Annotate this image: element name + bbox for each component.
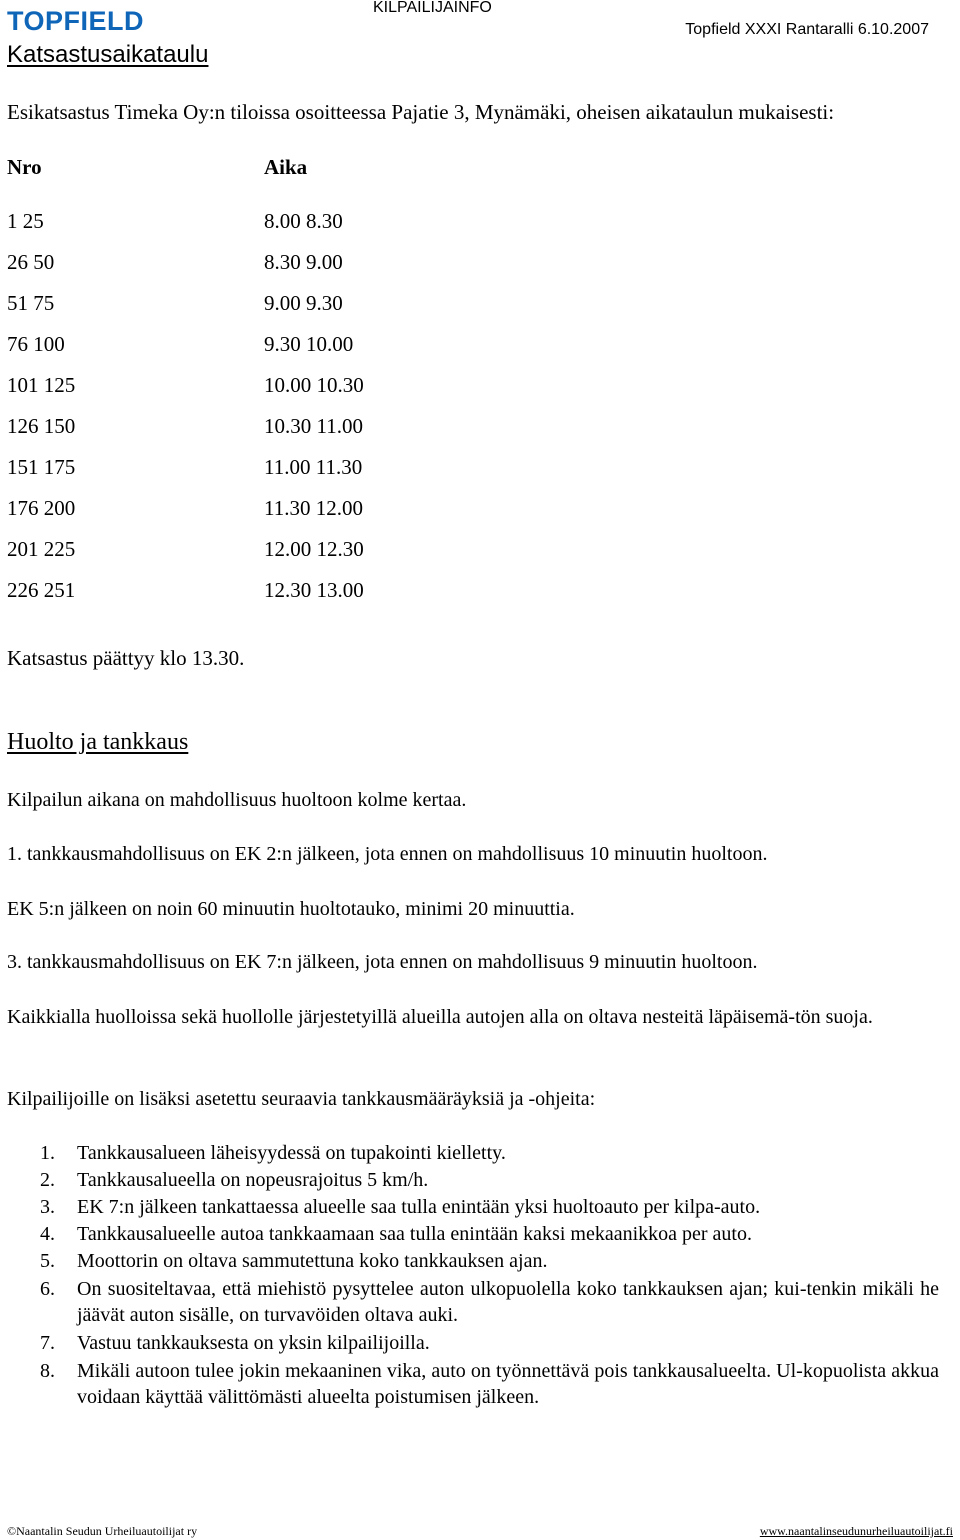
- service-paragraph: EK 5:n jälkeen on noin 60 minuutin huoltotauko, minimi 20 minuuttia.: [7, 898, 575, 920]
- schedule-row-aika: 11.00 11.30: [264, 455, 363, 479]
- rule-number: 4.: [40, 1223, 55, 1245]
- rule-text: Tankkausalueella on nopeusrajoitus 5 km/h.: [77, 1169, 429, 1191]
- schedule-header-nro: Nro: [7, 155, 42, 179]
- rule-text: Tankkausalueelle autoa tankkaamaan saa tulla enintään kaksi mekaanikkoa per auto.: [77, 1223, 752, 1245]
- schedule-row-aika: 8.00 8.30: [264, 209, 343, 233]
- inspection-end-note: Katsastus päättyy klo 13.30.: [7, 646, 245, 670]
- header-kilpailijainfo: KILPAILIJAINFO: [373, 0, 492, 16]
- rule-text: Mikäli autoon tulee jokin mekaaninen vika, auto on työnnettävä pois tankkausalueelta. Ul-kopuolista akkua voidaan käyttää välittömästi alueelta poistumisen jälkeen.: [77, 1360, 939, 1408]
- footer-website-link[interactable]: www.naantalinseudunurheiluautoilijat.fi: [759, 1524, 953, 1538]
- service-paragraph: Kilpailun aikana on mahdollisuus huoltoon kolme kertaa.: [7, 789, 467, 811]
- service-paragraph: Kaikkialla huolloissa sekä huollolle järjestetyillä alueilla autojen alla on oltava nesteitä läpäisemä-tön suoja.: [7, 1006, 873, 1028]
- schedule-row-aika: 11.30 12.00: [264, 496, 363, 520]
- rule-number: 1.: [40, 1142, 55, 1164]
- schedule-row-nro: 151 175: [7, 455, 76, 479]
- header-event-title: Topfield XXXI Rantaralli 6.10.2007: [685, 21, 929, 38]
- schedule-row-nro: 1 25: [7, 209, 44, 233]
- schedule-row-nro: 126 150: [7, 414, 76, 438]
- schedule-row-nro: 76 100: [7, 332, 65, 356]
- rule-number: 3.: [40, 1196, 55, 1218]
- section-title-huolto: Huolto ja tankkaus: [7, 729, 189, 755]
- schedule-row-aika: 9.30 10.00: [264, 332, 354, 356]
- rule-text: Vastuu tankkauksesta on yksin kilpailijoilla.: [77, 1332, 430, 1354]
- schedule-row-nro: 226 251: [7, 578, 76, 602]
- service-paragraph: 1. tankkausmahdollisuus on EK 2:n jälkeen, jota ennen on mahdollisuus 10 minuutin huoltoon.: [7, 843, 768, 865]
- rule-text: Moottorin on oltava sammutettuna koko tankkauksen ajan.: [77, 1250, 548, 1272]
- schedule-row-nro: 201 225: [7, 537, 76, 561]
- schedule-row-aika: 9.00 9.30: [264, 291, 343, 315]
- inspection-intro: Esikatsastus Timeka Oy:n tiloissa osoitteessa Pajatie 3, Mynämäki, oheisen aikataulun mukaisesti:: [7, 100, 835, 124]
- schedule-row-nro: 51 75: [7, 291, 55, 315]
- rule-number: 7.: [40, 1332, 55, 1354]
- rule-text: Tankkausalueen läheisyydessä on tupakointi kielletty.: [77, 1142, 506, 1164]
- page-title: Katsastusaikataulu: [7, 41, 209, 68]
- topfield-logo: TOPFIELD: [7, 6, 145, 36]
- schedule-row-nro: 176 200: [7, 496, 76, 520]
- schedule-row-nro: 26 50: [7, 250, 55, 274]
- schedule-row-aika: 10.30 11.00: [264, 414, 363, 438]
- rule-number: 8.: [40, 1360, 55, 1382]
- service-paragraph: Kilpailijoille on lisäksi asetettu seuraavia tankkausmääräyksiä ja -ohjeita:: [7, 1088, 596, 1110]
- rule-number: 2.: [40, 1169, 55, 1191]
- schedule-row-aika: 8.30 9.00: [264, 250, 343, 274]
- footer-copyright: ©Naantalin Seudun Urheiluautoilijat ry: [7, 1524, 198, 1538]
- schedule-row-aika: 12.00 12.30: [264, 537, 364, 561]
- rule-number: 5.: [40, 1250, 55, 1272]
- schedule-row-nro: 101 125: [7, 373, 76, 397]
- service-paragraph: 3. tankkausmahdollisuus on EK 7:n jälkeen, jota ennen on mahdollisuus 9 minuutin huoltoon.: [7, 951, 758, 973]
- schedule-row-aika: 10.00 10.30: [264, 373, 364, 397]
- rule-text: On suositeltavaa, että miehistö pysyttelee auton ulkopuolella koko tankkauksen ajan; kui-tenkin mikäli he jäävät auton sisälle, on turvavöiden oltava auki.: [77, 1278, 939, 1326]
- rule-text: EK 7:n jälkeen tankattaessa alueelle saa tulla enintään yksi huoltoauto per kilpa-auto.: [77, 1196, 761, 1218]
- rule-number: 6.: [40, 1278, 55, 1300]
- schedule-header-aika: Aika: [264, 155, 308, 179]
- schedule-row-aika: 12.30 13.00: [264, 578, 364, 602]
